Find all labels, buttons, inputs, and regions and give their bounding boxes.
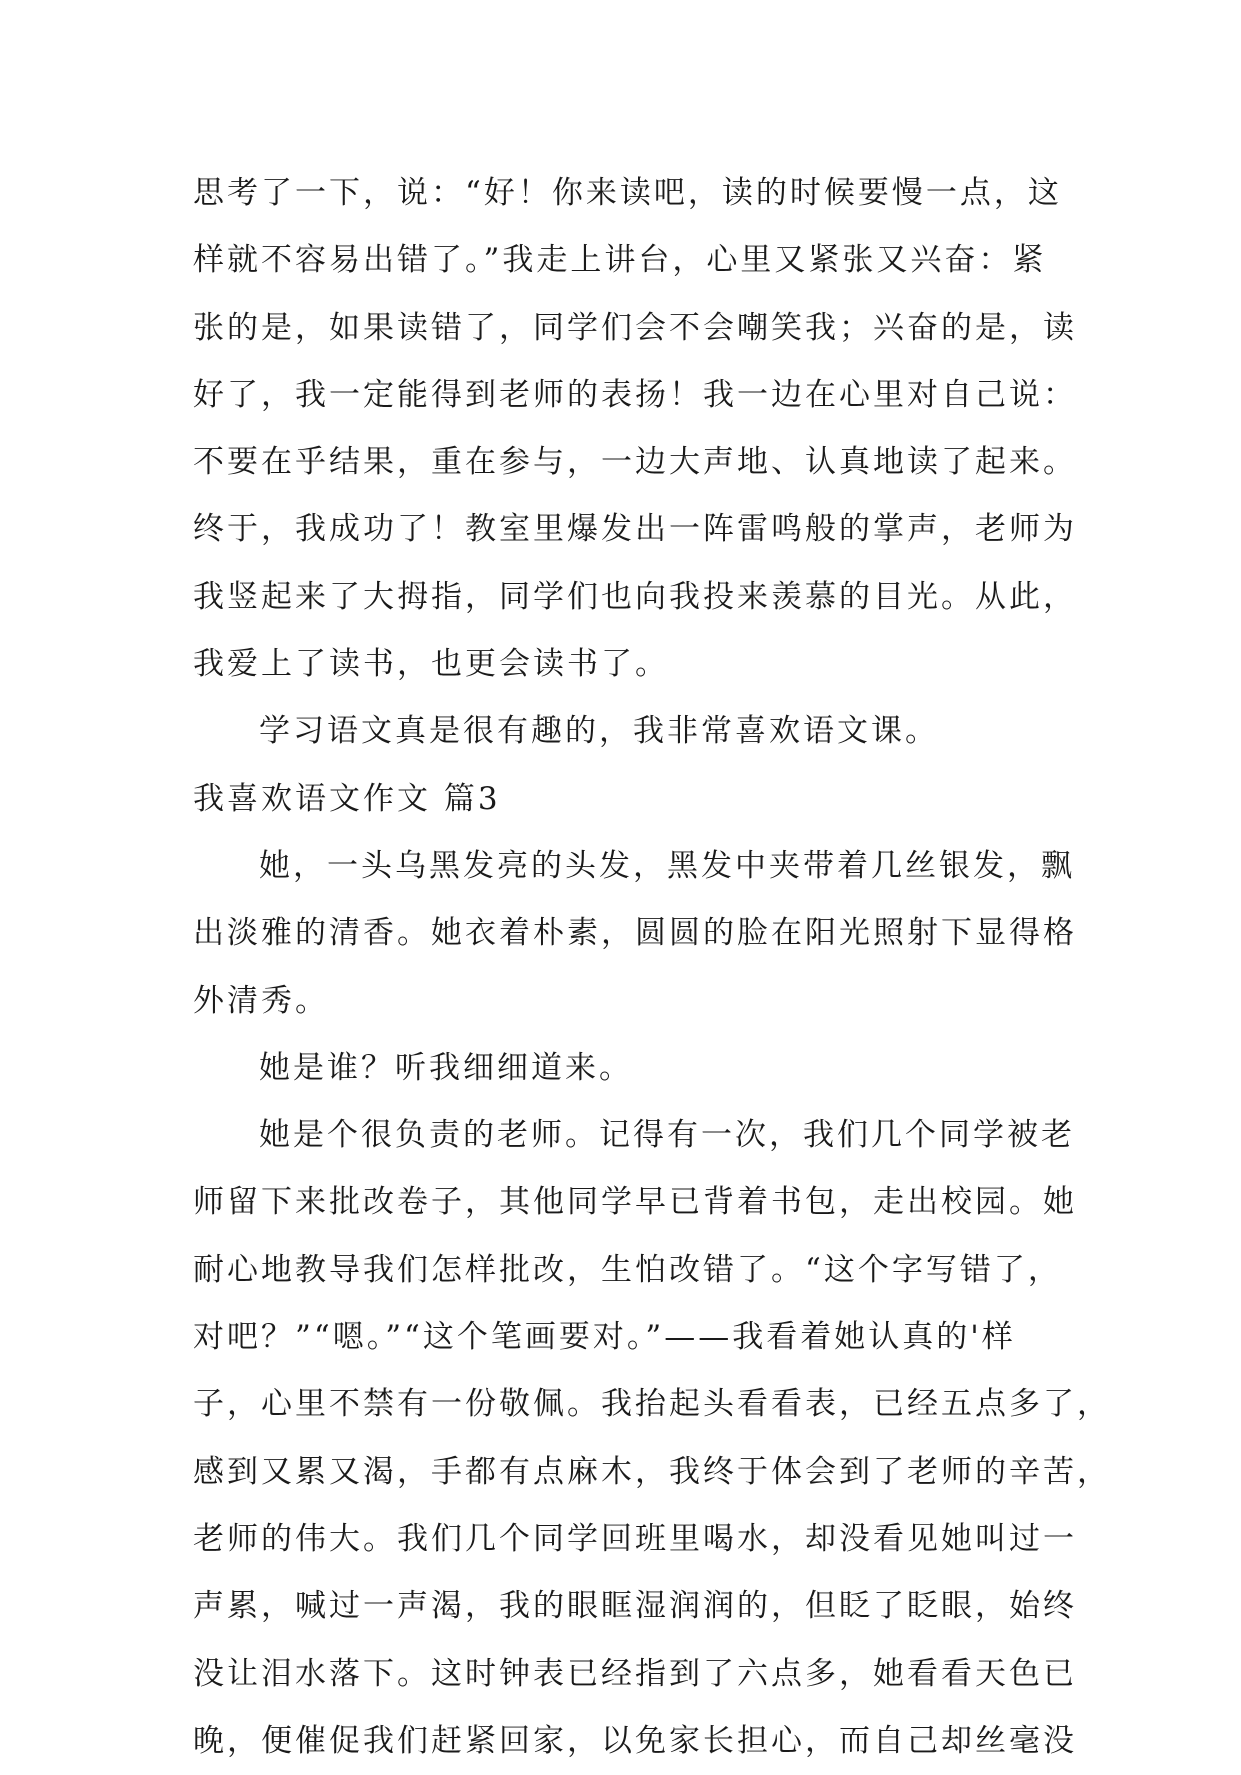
text-line: 思考了一下，说：“好！你来读吧，读的时候要慢一点，这	[193, 175, 1062, 211]
text-line: 张的是，如果读错了，同学们会不会嘲笑我；兴奋的是，读	[193, 309, 1077, 346]
text-line: 感到又累又渴，手都有点麻木，我终于体会到了老师的辛苦，	[193, 1453, 1111, 1490]
text-line: 样就不容易出错了。”我走上讲台，心里又紧张又兴奋：紧	[193, 242, 1047, 279]
section-heading: 我喜欢语文作文 篇3	[193, 780, 501, 817]
text-line: 她，一头乌黑发亮的头发，黑发中夹带着几丝银发，飘	[259, 847, 1075, 884]
text-line: 我爱上了读书，也更会读书了。	[193, 646, 669, 683]
text-line: 子，心里不禁有一份敬佩。我抬起头看看表，已经五点多了，	[193, 1386, 1111, 1423]
text-line: 她是个很负责的老师。记得有一次，我们几个同学被老	[259, 1117, 1075, 1154]
text-line: 学习语文真是很有趣的，我非常喜欢语文课。	[259, 713, 939, 750]
text-line: 外清秀。	[193, 982, 329, 1019]
text-line: 师留下来批改卷子，其他同学早已背着书包，走出校园。她	[193, 1184, 1077, 1221]
text-line: 老师的伟大。我们几个同学回班里喝水，却没看见她叫过一	[193, 1520, 1077, 1557]
text-line: 不要在乎结果，重在参与，一边大声地、认真地读了起来。	[193, 444, 1077, 481]
text-line: 她是谁？听我细细道来。	[259, 1049, 633, 1086]
text-line: 我竖起来了大拇指，同学们也向我投来羡慕的目光。从此，	[193, 578, 1077, 615]
text-line: 没让泪水落下。这时钟表已经指到了六点多，她看看天色已	[193, 1655, 1077, 1692]
text-line: 晚，便催促我们赶紧回家，以免家长担心，而自己却丝毫没	[193, 1722, 1077, 1759]
text-line: 好了，我一定能得到老师的表扬！我一边在心里对自己说：	[193, 376, 1077, 413]
text-line: 对吧？”“嗯。”“这个笔画要对。”——我看着她认真的'样	[193, 1319, 1016, 1356]
text-line: 终于，我成功了！教室里爆发出一阵雷鸣般的掌声，老师为	[193, 511, 1077, 548]
document-body	[193, 160, 1111, 1775]
text-line: 耐心地教导我们怎样批改，生怕改错了。“这个字写错了，	[193, 1251, 1062, 1288]
text-line: 声累，喊过一声渴，我的眼眶湿润润的，但眨了眨眼，始终	[193, 1588, 1077, 1625]
text-line: 出淡雅的清香。她衣着朴素，圆圆的脸在阳光照射下显得格	[193, 915, 1077, 952]
